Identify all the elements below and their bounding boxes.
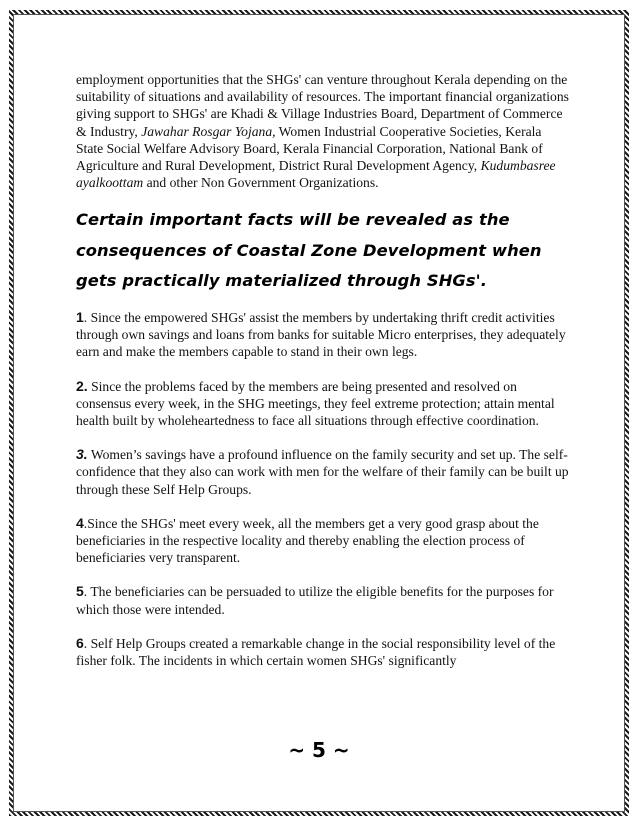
intro-paragraph <box>76 71 571 191</box>
intro-italic-1: Jawahar Rosgar Yojana, <box>141 123 276 139</box>
fact-text-1: . Since the empowered SHGs' assist the members by undertaking thrift credit activities through own savings and loans from banks for suitable Micro enterprises, they adequately earn and make the members capable to stand in their own legs. <box>76 309 566 360</box>
intro-text-3: and other Non Government Organizations. <box>143 175 379 191</box>
fact-2 <box>76 378 571 430</box>
intro-italic-2: Kudumbasree ayalkoottam <box>76 158 556 191</box>
fact-number-3: 3. <box>76 446 88 463</box>
fact-text-4: .Since the SHGs' meet every week, all the members get a very good grasp about the beneficiaries in the respective locality and thereby enabling the election process of beneficiaries very transparent. <box>76 515 539 566</box>
page-content <box>76 71 571 686</box>
intro-text-1: employment opportunities that the SHGs' can venture throughout Kerala depending on the suitability of situations and availability of resources. The important financial organizations giving support to SHGs' are Khadi & Village Industries Board, Department of Commerce & Industry, <box>76 72 569 139</box>
fact-6 <box>76 635 571 669</box>
fact-4 <box>76 515 571 567</box>
fact-text-5: . The beneficiaries can be persuaded to utilize the eligible benefits for the purposes for which those were intended. <box>76 584 554 617</box>
page-number: ~ 5 ~ <box>288 738 350 762</box>
fact-5 <box>76 583 571 617</box>
fact-text-3: Women’s savings have a profound influence on the family security and set up. The self-confidence that they also can work with men for the welfare of their family can be built up through these Self Help Groups. <box>76 447 569 497</box>
fact-number-5: 5 <box>76 583 84 600</box>
fact-3 <box>76 446 571 498</box>
intro-text-2: Women Industrial Cooperative Societies, Kerala State Social Welfare Advisory Board, Kerala Financial Corporation, National Bank of Agriculture and Rural Development, District Rural Development Agency, <box>76 123 543 174</box>
fact-number-1: 1 <box>76 308 84 325</box>
fact-text-6: . Self Help Groups created a remarkable change in the social responsibility level of the fisher folk. The incidents in which certain women SHGs' significantly <box>76 635 556 668</box>
fact-number-6: 6 <box>76 634 84 651</box>
fact-number-2: 2. <box>76 377 88 394</box>
fact-text-2: Since the problems faced by the members are being presented and resolved on consensus every week, in the SHG meetings, they feel extreme protection; attain mental health built by wholeheartedness to face all situations through effective coordination. <box>76 378 555 428</box>
fact-1 <box>76 309 571 361</box>
section-heading: Certain important facts will be revealed as the consequences of Coastal Zone Development when gets practically materialized through SHGs'. <box>76 210 542 291</box>
fact-number-4: 4 <box>76 514 84 531</box>
